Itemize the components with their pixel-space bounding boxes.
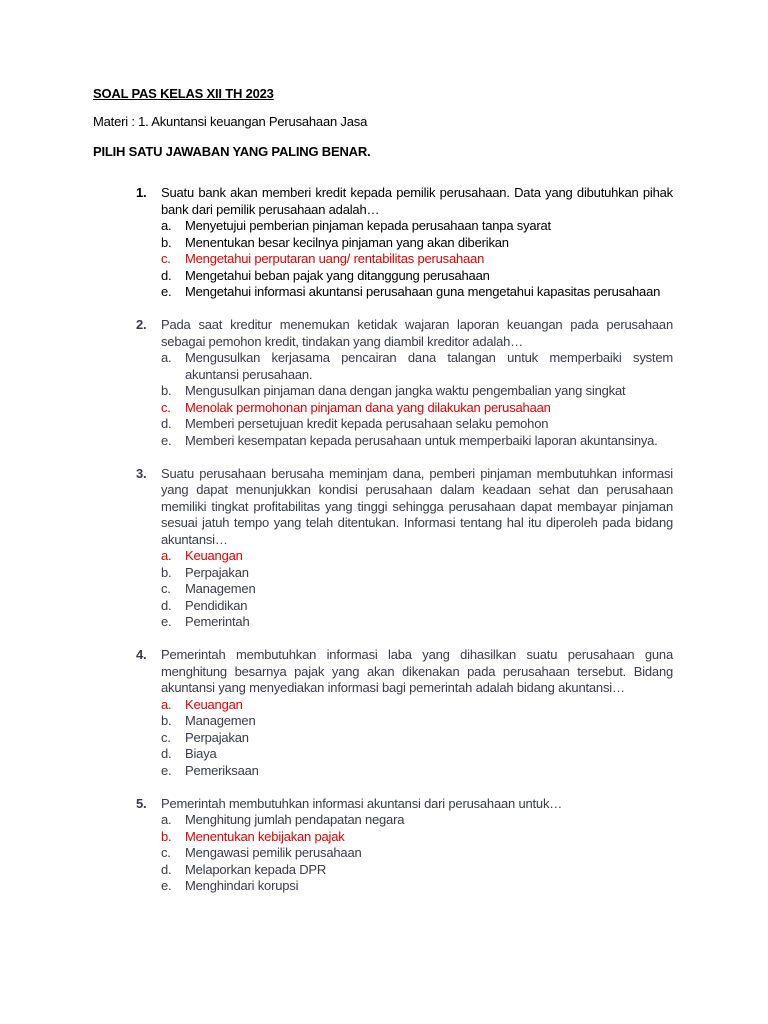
option-letter: e.: [161, 432, 172, 448]
option-text: Memberi kesempatan kepada perusahaan untuk memperbaiki laporan akuntansinya.: [185, 432, 658, 448]
option-letter: c.: [161, 729, 171, 745]
option-letter: b.: [161, 383, 172, 398]
answer-option: [161, 746, 673, 763]
question-item: [136, 185, 676, 301]
answer-option: [161, 713, 673, 730]
answer-option: [161, 284, 673, 301]
answer-option: [161, 218, 673, 235]
option-text: Melaporkan kepada DPR: [185, 861, 327, 877]
option-text: Menghindari korupsi: [185, 878, 299, 893]
answer-option: [161, 614, 673, 631]
question-number: 3.: [136, 465, 147, 481]
question-item: [136, 796, 676, 895]
answer-option: [161, 878, 673, 895]
option-text: Keuangan: [185, 696, 243, 712]
option-letter: e.: [161, 614, 172, 629]
option-text: Mengawasi pemilik perusahaan: [185, 845, 362, 860]
document-title: SOAL PAS KELAS XII TH 2023: [93, 86, 274, 101]
question-item: [136, 466, 676, 631]
answer-option-correct: [161, 251, 673, 268]
answer-option: [161, 598, 673, 615]
option-letter: a.: [161, 548, 172, 563]
option-text: Managemen: [185, 581, 256, 596]
question-number: 5.: [136, 795, 147, 811]
option-text: Memberi persetujuan kredit kepada perusahaan selaku pemohon: [185, 416, 549, 431]
option-text: Menentukan besar kecilnya pinjaman yang akan diberikan: [185, 234, 509, 250]
option-text: Mengetahui beban pajak yang ditanggung perusahaan: [185, 267, 490, 283]
answer-option: [161, 763, 673, 780]
answer-option: [161, 730, 673, 747]
question-text: Suatu bank akan memberi kredit kepada pemilik perusahaan. Data yang dibutuhkan pihak bank dari pemilik perusahaan adalah…: [161, 185, 673, 217]
option-letter: d.: [161, 746, 172, 761]
answer-option: [161, 350, 673, 383]
option-text: Menghitung jumlah pendapatan negara: [185, 812, 405, 827]
option-letter: e.: [161, 284, 172, 299]
option-letter: d.: [161, 861, 172, 877]
answer-option: [161, 565, 673, 582]
question-text: Pemerintah membutuhkan informasi laba yang dihasilkan suatu perusahaan guna menghitung besarnya pajak yang akan dikenakan pada perusahaan tersebut. Bidang akuntansi yang menyediakan informasi bagi pemerintah adalah bidang akuntansi…: [161, 647, 673, 695]
option-letter: b.: [161, 564, 172, 580]
answer-option-correct: [161, 548, 673, 565]
option-letter: e.: [161, 878, 172, 893]
option-text: Menolak permohonan pinjaman dana yang dilakukan perusahaan: [185, 399, 551, 415]
option-letter: b.: [161, 234, 172, 250]
option-letter: c.: [161, 581, 171, 596]
answer-option: [161, 862, 673, 879]
option-letter: c.: [161, 399, 171, 415]
option-text: Pendidikan: [185, 597, 248, 613]
option-letter: b.: [161, 828, 172, 844]
answer-option: [161, 581, 673, 598]
option-text: Perpajakan: [185, 729, 249, 745]
option-letter: c.: [161, 845, 171, 860]
option-text: Pemeriksaan: [185, 762, 259, 778]
option-text: Mengetahui informasi akuntansi perusahaan guna mengetahui kapasitas perusahaan: [185, 284, 661, 299]
option-text: Perpajakan: [185, 564, 249, 580]
question-item: [136, 647, 676, 779]
question-list: [136, 185, 676, 911]
option-letter: a.: [161, 350, 172, 365]
question-body: [161, 317, 673, 449]
question-body: [161, 185, 673, 301]
option-text: Managemen: [185, 713, 256, 728]
question-number: 4.: [136, 647, 147, 662]
option-text: Keuangan: [185, 548, 243, 563]
option-text: Biaya: [185, 746, 217, 761]
answer-option: [161, 416, 673, 433]
option-letter: d.: [161, 416, 172, 431]
option-letter: d.: [161, 597, 172, 613]
question-body: [161, 466, 673, 631]
question-text: Suatu perusahaan berusaha meminjam dana, pemberi pinjaman membutuhkan informasi yang dapat menunjukkan kondisi perusahaan dalam keadaan sehat dan perusahaan memiliki tingkat profitabilitas yang tinggi sehingga perusahaan dapat membayar pinjaman sesuai jatuh tempo yang telah ditentukan. Informasi tentang hal itu diperoleh pada bidang akuntansi…: [161, 465, 673, 547]
option-text: Menentukan kebijakan pajak: [185, 828, 345, 844]
option-text: Menyetujui pemberian pinjaman kepada perusahaan tanpa syarat: [185, 218, 551, 233]
materi-line: Materi : 1. Akuntansi keuangan Perusahaan Jasa: [93, 114, 368, 129]
option-letter: a.: [161, 696, 172, 712]
answer-option: [161, 845, 673, 862]
question-number: 2.: [136, 317, 147, 332]
answer-option: [161, 433, 673, 450]
option-letter: b.: [161, 713, 172, 728]
question-body: [161, 647, 673, 779]
question-number: 1.: [136, 185, 147, 200]
question-text: Pada saat kreditur menemukan ketidak wajaran laporan keuangan pada perusahaan sebagai pemohon kredit, tindakan yang diambil kreditor adalah…: [161, 317, 673, 349]
instruction-line: PILIH SATU JAWABAN YANG PALING BENAR.: [93, 144, 371, 159]
option-text: Mengusulkan pinjaman dana dengan jangka waktu pengembalian yang singkat: [185, 383, 626, 398]
option-letter: e.: [161, 762, 172, 778]
option-text: Mengusulkan kerjasama pencairan dana talangan untuk memperbaiki system akuntansi perusahaan.: [185, 350, 673, 382]
option-letter: a.: [161, 218, 172, 233]
question-item: [136, 317, 676, 449]
option-text: Mengetahui perputaran uang/ rentabilitas perusahaan: [185, 251, 485, 266]
option-letter: d.: [161, 267, 172, 283]
option-text: Pemerintah: [185, 614, 250, 629]
question-body: [161, 796, 673, 895]
option-letter: a.: [161, 812, 172, 827]
answer-option: [161, 268, 673, 285]
question-text: Pemerintah membutuhkan informasi akuntansi dari perusahaan untuk…: [161, 795, 563, 811]
answer-option-correct: [161, 400, 673, 417]
answer-option: [161, 235, 673, 252]
answer-option: [161, 383, 673, 400]
option-letter: c.: [161, 251, 171, 266]
answer-option-correct: [161, 697, 673, 714]
answer-option-correct: [161, 829, 673, 846]
answer-option: [161, 812, 673, 829]
